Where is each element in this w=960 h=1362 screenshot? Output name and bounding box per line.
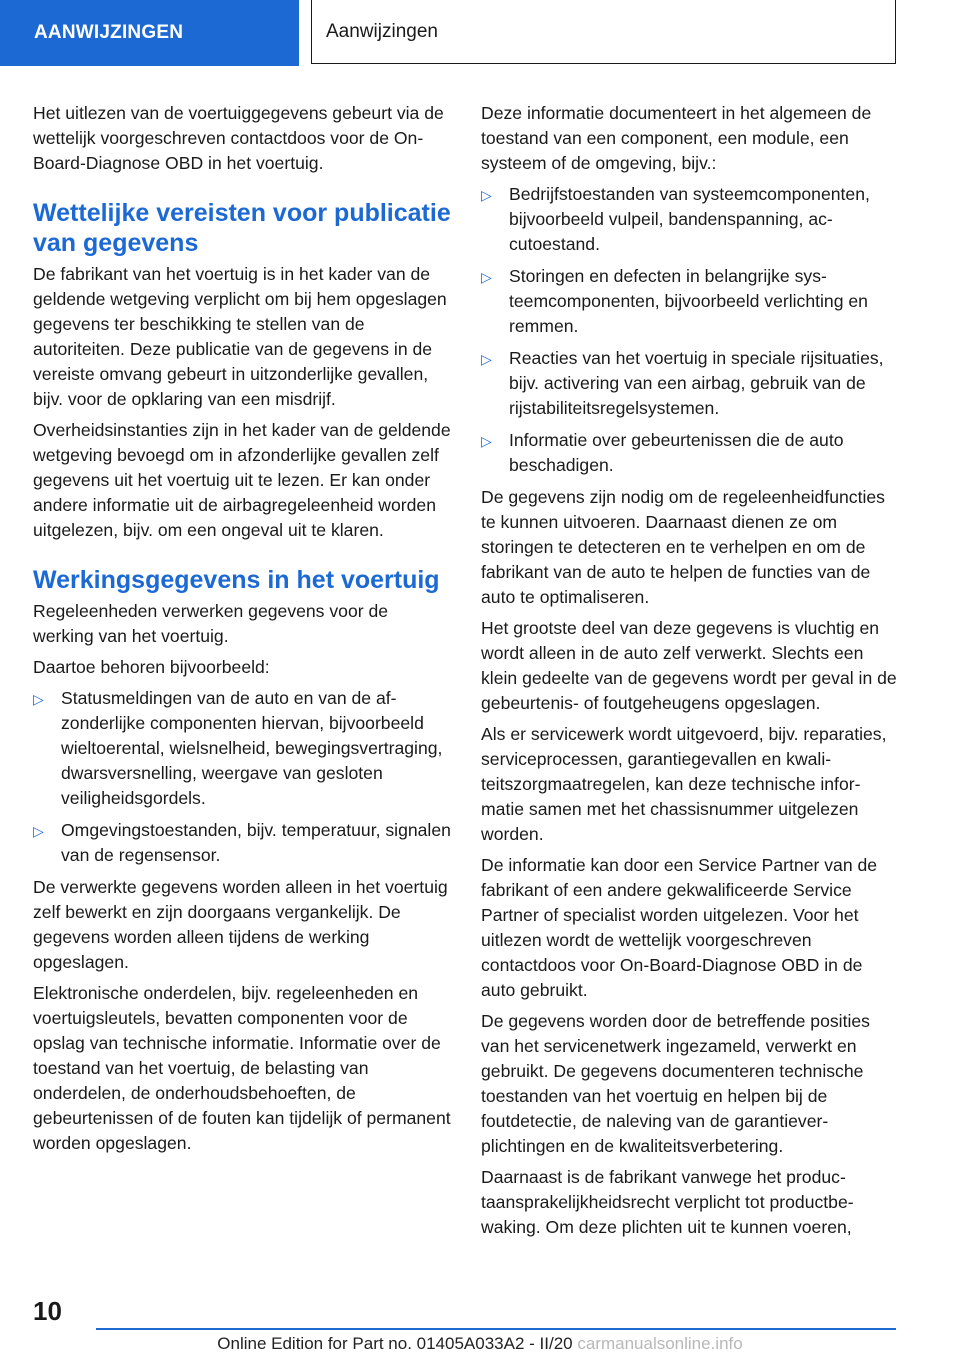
list-item [481, 182, 897, 257]
triangle-right-outline-icon: ▷ [481, 351, 492, 367]
paragraph: Elektronische onderdelen, bijv. regeleenheden en voertuigsleutels, bevatten componenten voor de opslag van technische informatie. Informatie over de toestand van het voertuig, de belasting van onderdelen, de onderhoudsbehoeften, de gebeurtenissen of de fouten kan tijdelijk of permanent worden opgeslagen. [33, 983, 451, 1153]
list-item [481, 428, 897, 478]
left-column [33, 101, 451, 1162]
paragraph: Het uitlezen van de voertuiggegevens gebeurt via de wettelijk voorgeschreven contactdoos voor de On-Board-Diagnose OBD in het voertuig. [33, 103, 444, 173]
section-title: Aanwijzingen [311, 0, 896, 64]
list-item [481, 346, 897, 421]
heading-legal-requirements: Wettelijke vereisten voor publicatie van gegevens [33, 199, 451, 257]
list-item-text: Reacties van het voertuig in speciale rijsituaties, bijv. activering van een airbag, gebruik van de rijstabiliteitsregelsystemen. [509, 348, 884, 418]
footer [0, 1334, 960, 1354]
list-item-text: Informatie over gebeurtenissen die de auto beschadigen. [509, 430, 844, 475]
list-item [33, 686, 451, 811]
list-item-text: Statusmeldingen van de auto en van de afzonderlijke componenten hiervan, bijvoorbeeld wieltoerental, wielsnelheid, bewegingsvertraging, dwarsversnelling, weergave van gesloten veiligheidsgordels. [61, 688, 443, 808]
paragraph: De fabrikant van het voertuig is in het kader van de geldende wetgeving verplicht om bij hem opgeslagen gegevens ter beschikking te stellen van de autoriteiten. Deze publicatie van de gegevens in de vereiste omvang gebeurt in uitzonderlijke gevallen, bijv. voor de opklaring van een misdrijf. [33, 264, 447, 409]
watermark: carmanualsonline.info [577, 1334, 743, 1353]
paragraph: Daartoe behoren bijvoorbeeld: [33, 657, 270, 677]
edition-text: Online Edition for Part no. 01405A033A2 - II/20 [217, 1334, 573, 1353]
list-item-text: Storingen en defecten in belangrijke systeemcomponenten, bijvoorbeeld verlichting en remmen. [509, 266, 868, 336]
heading-operating-data: Werkingsgegevens in het voertuig [33, 566, 440, 594]
paragraph: De gegevens zijn nodig om de regeleenheidfuncties te kunnen uitvoeren. Daarnaast dienen ze om storingen te detecteren en te verhelpen en om de fabrikant van de auto te helpen de functies van de auto te optimaliseren. [481, 487, 885, 607]
paragraph: De gegevens worden door de betreffende posities van het servicenetwerk ingezameld, verwerkt en gebruikt. De gegevens documenteren technische toestanden van het voertuig en helpen bij de foutdetectie, de naleving van de garantieverplichtingen en de kwaliteitsverbetering. [481, 1011, 870, 1156]
list-item [481, 264, 897, 339]
footer-divider [96, 1328, 896, 1330]
list-item-text: Bedrijfstoestanden van systeemcomponenten, bijvoorbeeld vulpeil, bandenspanning, accutoestand. [509, 184, 870, 254]
triangle-right-outline-icon: ▷ [33, 691, 44, 707]
paragraph: Overheidsinstanties zijn in het kader van de geldende wetgeving bevoegd om in afzonderlijke gevallen zelf gegevens uit het voertuig uit te lezen. Er kan onder andere informatie uit de airbagregeleenheid worden uitgelezen, bijv. om een ongeval uit te klaren. [33, 420, 451, 540]
chapter-tab[interactable]: AANWIJZINGEN [0, 0, 299, 66]
paragraph: Als er servicewerk wordt uitgevoerd, bijv. reparaties, serviceprocessen, garantiegevallen en kwaliteitszorgmaatregelen, kan deze technische informatie samen met het chassisnummer uitgelezen worden. [481, 724, 887, 844]
paragraph: De verwerkte gegevens worden alleen in het voertuig zelf bewerkt en zijn doorgaans vergankelijk. De gegevens worden alleen tijdens de werking opgeslagen. [33, 877, 448, 972]
paragraph: Regeleenheden verwerken gegevens voor de werking van het voertuig. [33, 601, 389, 646]
paragraph: De informatie kan door een Service Partner van de fabrikant of een andere gekwalificeerde Service Partner of specialist worden uitgelezen. Voor het uitlezen wordt de wettelijk voorgeschreven contactdoos voor On-Board-Diagnose OBD in de auto gebruikt. [481, 855, 878, 1000]
paragraph: Deze informatie documenteert in het algemeen de toestand van een component, een module, een systeem of de omgeving, bijv.: [481, 103, 872, 173]
list-item-text: Omgevingstoestanden, bijv. temperatuur, signalen van de regensensor. [61, 820, 451, 865]
page-number: 10 [33, 1296, 62, 1326]
paragraph: Daarnaast is de fabrikant vanwege het productaansprakelijkheidsrecht verplicht tot productbewaking. Om deze plichten uit te kunnen voeren, [481, 1167, 854, 1237]
page-header [0, 0, 960, 66]
paragraph: Het grootste deel van deze gegevens is vluchtig en wordt alleen in de auto zelf verwerkt. Slechts een klein gedeelte van de gegevens wordt per geval in de gebeurtenis- of foutgeheugens opgeslagen. [481, 618, 897, 713]
right-column [481, 101, 897, 1246]
triangle-right-outline-icon: ▷ [33, 823, 44, 839]
triangle-right-outline-icon: ▷ [481, 433, 492, 449]
list-item [33, 818, 451, 868]
triangle-right-outline-icon: ▷ [481, 269, 492, 285]
triangle-right-outline-icon: ▷ [481, 187, 492, 203]
